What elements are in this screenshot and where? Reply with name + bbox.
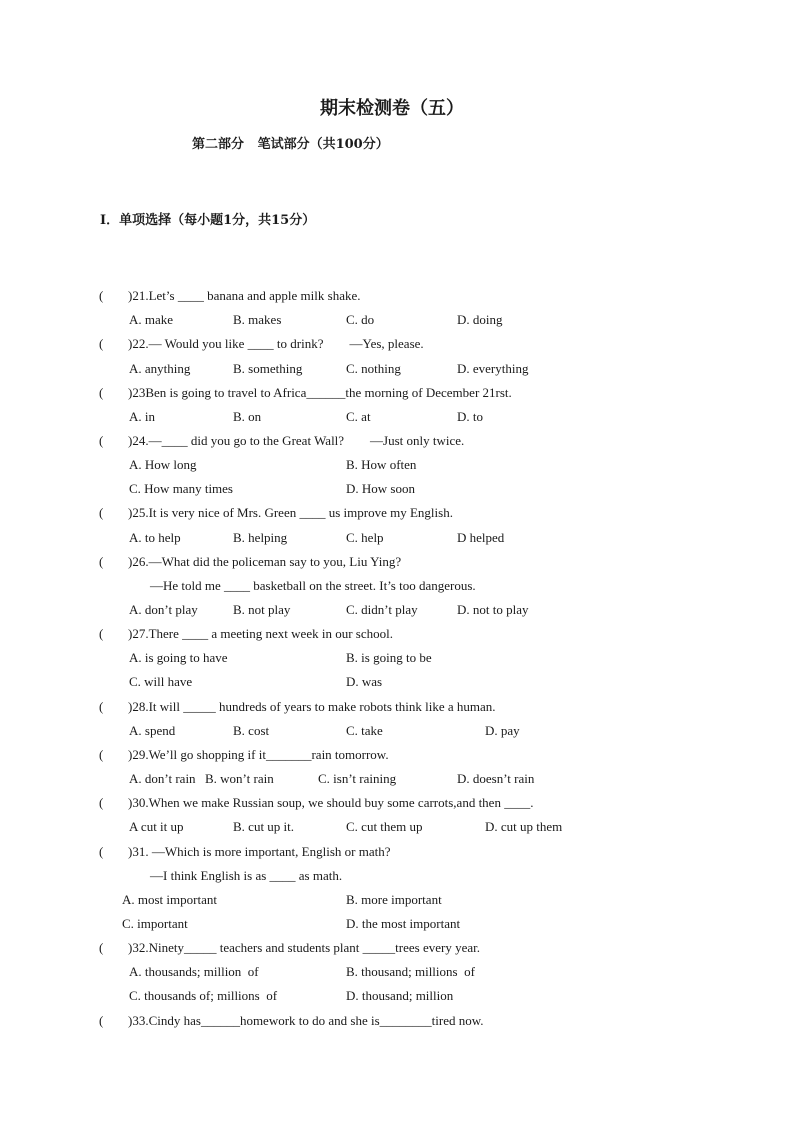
option-a: A. is going to have: [129, 650, 228, 665]
option-a: A. How long: [129, 457, 197, 472]
option-c: C. cut them up: [346, 819, 423, 834]
answer-bracket: (: [99, 747, 104, 762]
question-stem: )33.Cindy has______homework to do and she is________tired now.: [128, 1013, 484, 1028]
option-b: B. won’t rain: [205, 771, 274, 786]
option-c: C. do: [346, 312, 375, 327]
option-d: D. to: [457, 409, 483, 424]
option-a: A. don’t play: [129, 602, 198, 617]
option-d: D helped: [457, 530, 505, 545]
option-b: B. thousand; millions of: [346, 964, 475, 979]
answer-bracket: (: [99, 554, 104, 569]
option-a: A. thousands; million of: [129, 964, 259, 979]
question-stem: )29.We’ll go shopping if it_______rain tomorrow.: [128, 747, 389, 762]
answer-bracket: (: [99, 433, 104, 448]
option-b: B. on: [233, 409, 262, 424]
question-stem-continued: —I think English is as ____ as math.: [150, 868, 343, 883]
option-d: D. pay: [485, 723, 520, 738]
answer-bracket: (: [99, 288, 104, 303]
option-d: D. the most important: [346, 916, 461, 931]
option-a: A cut it up: [129, 819, 184, 834]
answer-bracket: (: [99, 336, 104, 351]
option-a: A. to help: [129, 530, 181, 545]
option-d: D. How soon: [346, 481, 415, 496]
option-c: C. help: [346, 530, 384, 545]
option-d: D. everything: [457, 361, 529, 376]
question-stem: )32.Ninety_____ teachers and students plant _____trees every year.: [128, 940, 480, 955]
answer-bracket: (: [99, 844, 104, 859]
option-b: B. cut up it.: [233, 819, 295, 834]
option-b: B. something: [233, 361, 303, 376]
option-b: B. cost: [233, 723, 270, 738]
option-b: B. helping: [233, 530, 288, 545]
answer-bracket: (: [99, 940, 104, 955]
answer-bracket: (: [99, 1013, 104, 1028]
answer-bracket: (: [99, 795, 104, 810]
option-c: C. nothing: [346, 361, 401, 376]
answer-bracket: (: [99, 385, 104, 400]
option-b: B. more important: [346, 892, 442, 907]
option-c: C. How many times: [129, 481, 233, 496]
option-b: B. How often: [346, 457, 417, 472]
option-d: D. cut up them: [485, 819, 563, 834]
question-stem: )26.—What did the policeman say to you, Liu Ying?: [128, 554, 402, 569]
option-c: C. didn’t play: [346, 602, 418, 617]
option-b: B. makes: [233, 312, 282, 327]
question-stem: )25.It is very nice of Mrs. Green ____ us improve my English.: [128, 505, 453, 520]
option-a: A. most important: [122, 892, 217, 907]
question-stem: )27.There ____ a meeting next week in our school.: [128, 626, 393, 641]
question-stem: )22.— Would you like ____ to drink? —Yes, please.: [128, 336, 424, 351]
option-d: D. doesn’t rain: [457, 771, 535, 786]
answer-bracket: (: [99, 505, 104, 520]
option-d: D. thousand; million: [346, 988, 454, 1003]
option-c: C. take: [346, 723, 383, 738]
option-c: C. important: [122, 916, 188, 931]
question-stem: )28.It will _____ hundreds of years to make robots think like a human.: [128, 699, 496, 714]
option-a: A. in: [129, 409, 155, 424]
question-stem: )21.Let’s ____ banana and apple milk shake.: [128, 288, 361, 303]
option-a: A. don’t rain: [129, 771, 196, 786]
section-heading: I．单项选择（每小题1分，共15分）: [100, 213, 316, 228]
option-d: D. not to play: [457, 602, 529, 617]
option-c: C. thousands of; millions of: [129, 988, 278, 1003]
option-c: C. will have: [129, 674, 193, 689]
option-c: C. isn’t raining: [318, 771, 397, 786]
option-c: C. at: [346, 409, 371, 424]
answer-bracket: (: [99, 699, 104, 714]
question-stem: )24.—____ did you go to the Great Wall? —Just only twice.: [128, 433, 465, 448]
answer-bracket: (: [99, 626, 104, 641]
option-d: D. doing: [457, 312, 503, 327]
option-b: B. is going to be: [346, 650, 432, 665]
question-stem: )30.When we make Russian soup, we should buy some carrots,and then ____.: [128, 795, 534, 810]
question-stem-continued: —He told me ____ basketball on the street. It’s too dangerous.: [150, 578, 476, 593]
question-stem: )23Ben is going to travel to Africa______the morning of December 21rst.: [128, 385, 512, 400]
option-d: D. was: [346, 674, 383, 689]
page-title: 期末检测卷（五）: [320, 98, 464, 119]
question-stem: )31. —Which is more important, English or math?: [128, 844, 391, 859]
option-b: B. not play: [233, 602, 291, 617]
option-a: A. spend: [129, 723, 176, 738]
page-subtitle: 第二部分 笔试部分（共100分）: [192, 137, 389, 152]
option-a: A. make: [129, 312, 174, 327]
option-a: A. anything: [129, 361, 191, 376]
